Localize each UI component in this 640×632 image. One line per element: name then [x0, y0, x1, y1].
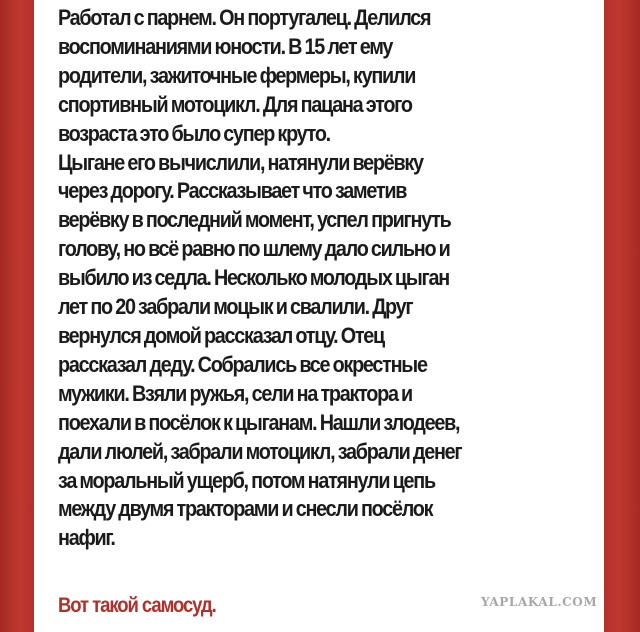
story-text: Работал с парнем. Он португалец. Делился воспоминаниями юности. В 15 лет ему родители, зажиточные фермеры, купили спортивный мотоцикл. Для пацана этого возраста это было супер круто. Цыгане его вычислили, натянули верёвку через дорогу. Рассказывает что заметив верёвку в последний момент, успел пригнуть голову, но всё равно по шлему дало сильно и выбило из седла. Несколько молодых цыган лет по 20 забрали моцык и свалили. Друг вернулся домой рассказал отцу. Отец рассказал деду. Собрались все окрестные мужики. Взяли ружья, сели на трактора и поехали в посёлок к цыганам. Нашли злодеев, дали люлей, забрали мотоцикл, забрали денег за моральный ущерб, потом натянули цепь между двумя тракторами и снесли посёлок нафиг. [58, 5, 462, 551]
right-red-border [604, 0, 640, 632]
conclusion-text: Вот такой самосуд. [58, 594, 216, 617]
watermark-logo: YAPLAKAL.COM [481, 595, 598, 609]
post-card [34, 0, 604, 632]
left-red-border [0, 0, 34, 632]
